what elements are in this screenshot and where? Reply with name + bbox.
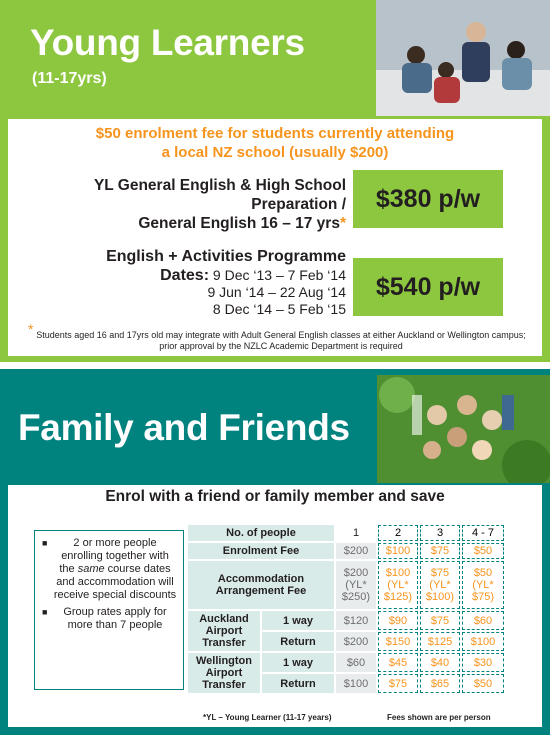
table-cell: $40	[420, 653, 460, 672]
accommodation-fee-label	[188, 561, 334, 609]
table-cell: $200	[336, 543, 376, 559]
table-cell: $75	[420, 611, 460, 630]
table-cell	[462, 561, 504, 609]
table-cell: $150	[378, 632, 418, 651]
header-col: 1	[352, 527, 360, 539]
date-range: 8 Dec ‘14 – 5 Feb ‘15	[212, 301, 346, 317]
enrolment-fee-label: Enrolment Fee	[188, 543, 334, 559]
list-item	[42, 606, 177, 632]
footnote-text: Students aged 16 and 17yrs old may integrate with Adult General English classes at either Auckland or Wellington campus; prior approval by the NZLC Academic Department is required	[36, 330, 526, 351]
table-row	[188, 561, 504, 609]
table-cell: $120	[336, 611, 376, 630]
footnote-asterisk: *	[28, 321, 34, 337]
price-activities-programme: $540 p/w	[353, 258, 503, 316]
header-col: 3	[420, 525, 460, 541]
dates-label: Dates:	[160, 267, 210, 284]
course1-asterisk: *	[339, 215, 346, 232]
label-line: Arrangement Fee	[215, 585, 307, 597]
table-cell: $100	[336, 674, 376, 693]
cell-line: $250)	[341, 591, 371, 603]
cell-line: $100)	[425, 591, 455, 603]
bullet-icon: ■	[42, 538, 48, 548]
return-label: Return	[262, 674, 334, 693]
table-cell: $50	[462, 543, 504, 559]
family-friends-title: Family and Friends	[18, 407, 350, 448]
table-cell: $100	[378, 543, 418, 559]
fees-table	[186, 523, 506, 695]
label-line: Accommodation	[217, 573, 305, 585]
table-cell: $125	[420, 632, 460, 651]
table-cell: $75	[378, 674, 418, 693]
discount-info-box	[34, 530, 184, 690]
yl-definition-note: *YL – Young Learner (11-17 years)	[203, 713, 332, 722]
table-cell: $75	[420, 543, 460, 559]
course1-line1: YL General English & High School	[93, 177, 346, 194]
young-learners-footnote	[28, 321, 526, 352]
classroom-photo-image	[376, 0, 550, 116]
cell-line: (YL*	[345, 579, 367, 591]
one-way-label: 1 way	[262, 611, 334, 630]
family-friends-info-box	[8, 485, 542, 727]
young-learners-section	[0, 0, 550, 362]
young-learners-info-box	[8, 119, 542, 356]
classroom-photo	[376, 0, 550, 116]
friends-photo-image	[377, 375, 550, 483]
course1-line2: Preparation /	[251, 196, 346, 213]
cell-line: $200	[343, 567, 369, 579]
enrol-headline: Enrol with a friend or family member and save	[105, 488, 445, 505]
header-label: No. of people	[188, 525, 334, 541]
label-line: Airport	[205, 625, 243, 637]
bullet-text: Group rates apply for more than 7 people	[63, 606, 167, 631]
fee-note-line2: a local NZ school (usually $200)	[161, 144, 389, 161]
label-line: Transfer	[202, 679, 246, 691]
table-cell	[420, 561, 460, 609]
bullet-text: course dates and accommodation will receive special discounts	[53, 563, 177, 601]
table-cell: $50	[462, 674, 504, 693]
auckland-transfer-label	[188, 611, 260, 651]
wellington-transfer-label	[188, 653, 260, 693]
table-row	[188, 611, 504, 630]
table-cell: $65	[420, 674, 460, 693]
cell-line: (YL*	[387, 579, 409, 591]
price-general-english: $380 p/w	[353, 170, 503, 228]
cell-line: (YL*	[472, 579, 494, 591]
table-row	[188, 543, 504, 559]
per-person-note: Fees shown are per person	[387, 713, 491, 722]
label-line: Transfer	[202, 637, 246, 649]
header-col: 4 - 7	[462, 525, 504, 541]
table-cell: $30	[462, 653, 504, 672]
fee-note-line1: $50 enrolment fee for students currently attending	[95, 125, 455, 142]
cell-line: $75	[430, 567, 450, 579]
young-learners-title: Young Learners	[30, 22, 305, 63]
course-activities-programme	[106, 247, 346, 318]
table-cell: $60	[336, 653, 376, 672]
table-row	[188, 525, 504, 541]
return-label: Return	[262, 632, 334, 651]
table-cell: $100	[462, 632, 504, 651]
table-cell: $90	[378, 611, 418, 630]
header-col: 2	[378, 525, 418, 541]
cell-line: $50	[473, 567, 493, 579]
label-line: Wellington	[195, 655, 252, 667]
table-cell: $200	[336, 632, 376, 651]
table-row	[188, 653, 504, 672]
friends-photo	[377, 375, 550, 483]
table-cell	[336, 561, 376, 609]
table-cell: $60	[462, 611, 504, 630]
date-range: 9 Jun ‘14 – 22 Aug ‘14	[207, 284, 346, 300]
cell-line: $100	[385, 567, 411, 579]
label-line: Auckland	[199, 613, 249, 625]
cell-line: (YL*	[429, 579, 451, 591]
course-general-english	[94, 176, 346, 233]
course1-line3: General English 16 – 17 yrs	[138, 215, 340, 232]
label-line: Airport	[205, 667, 243, 679]
course2-title: English + Activities Programme	[106, 248, 346, 265]
one-way-label: 1 way	[262, 653, 334, 672]
cell-line: $125)	[383, 591, 413, 603]
bullet-emphasis: same	[77, 563, 105, 575]
family-friends-section	[0, 369, 550, 735]
cell-line: $75)	[471, 591, 495, 603]
list-item	[42, 537, 177, 602]
date-range: 9 Dec ‘13 – 7 Feb ‘14	[212, 267, 346, 283]
table-cell: $45	[378, 653, 418, 672]
bullet-text: 2 or more people enrolling together with the	[59, 537, 169, 575]
enrolment-fee-note	[8, 124, 542, 162]
young-learners-age: (11-17yrs)	[32, 70, 107, 87]
bullet-icon: ■	[42, 607, 48, 617]
table-cell	[378, 561, 418, 609]
